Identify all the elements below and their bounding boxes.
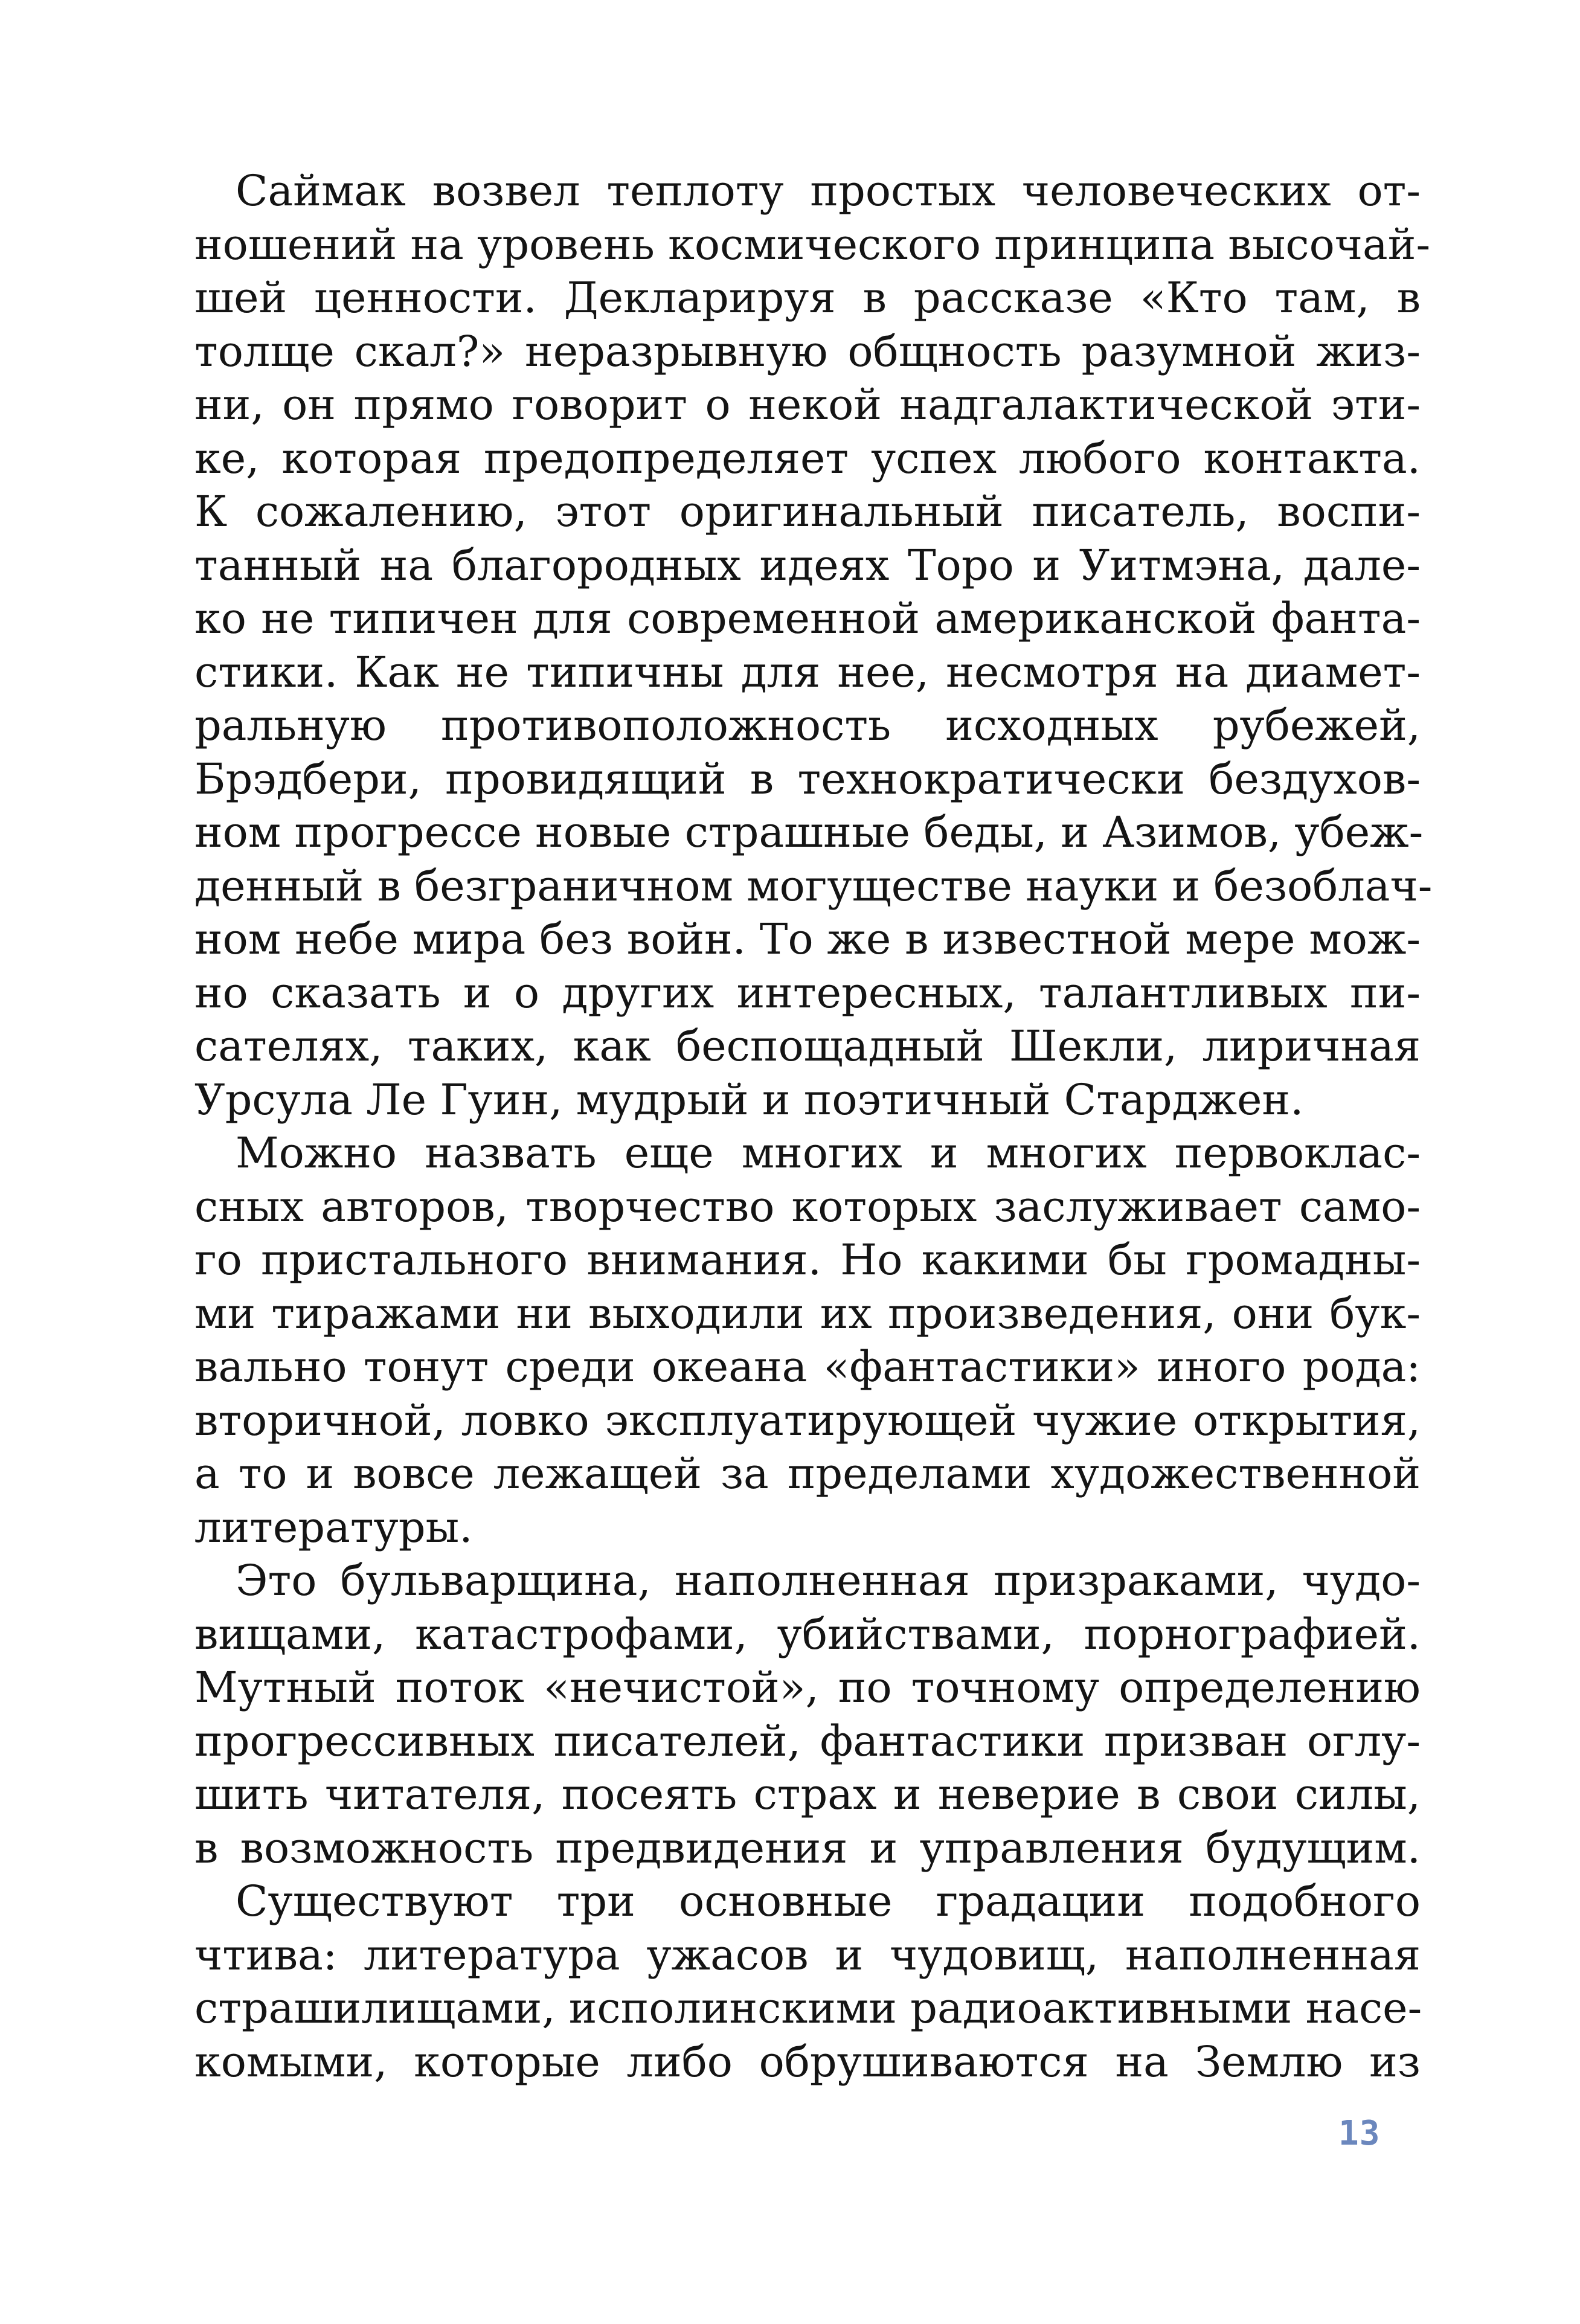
text-line: ке, которая предопределяет успех любого контакта. [194,433,1421,483]
text-line: сных авторов, творчество которых заслуживает само- [194,1181,1421,1231]
text-line: а то и вовсе лежащей за пределами художественной [194,1449,1421,1498]
text-line: К сожалению, этот оригинальный писатель, воспи- [194,487,1421,536]
text-line: Урсула Ле Гуин, мудрый и поэтичный Старджен. [194,1074,1304,1125]
text-line: шей ценности. Декларируя в рассказе «Кто там, в [194,273,1421,323]
text-line: вищами, катастрофами, убийствами, порнографией. [194,1609,1421,1659]
text-line: сателях, таких, как беспощадный Шекли, лиричная [194,1021,1421,1071]
text-line: танный на благородных идеях Торо и Уитмэна, дале- [194,540,1421,590]
text-line: в возможность предвидения и управления будущим. [194,1823,1421,1873]
text-line: Можно назвать еще многих и многих первоклас- [236,1128,1421,1178]
text-line: вально тонут среди океана «фантастики» иного рода: [194,1342,1421,1392]
text-line: ни, он прямо говорит о некой надгалактической эти- [194,380,1421,429]
text-line: ном прогрессе новые страшные беды, и Азимов, убеж- [194,807,1424,857]
text-line: Брэдбери, провидящий в технократически бездухов- [194,754,1421,804]
text-line: го пристального внимания. Но какими бы громадны- [194,1235,1421,1285]
text-line: ношений на уровень космического принципа высочай- [194,219,1431,269]
text-line: Существуют три основные градации подобного [236,1876,1421,1926]
text-line: толще скал?» неразрывную общность разумной жиз- [194,326,1421,376]
text-line: чтива: литература ужасов и чудовищ, наполненная [194,1930,1421,1980]
body-text [194,164,1433,2088]
text-line: ном небе мира без войн. То же в известной мере мож- [194,914,1421,964]
text-line: Саймак возвел теплоту простых человеческих от- [236,166,1421,216]
text-line: комыми, которые либо обрушиваются на Землю из [194,2037,1421,2087]
text-line: ми тиражами ни выходили их произведения, они бук- [194,1288,1421,1338]
text-line: ко не типичен для современной американской фанта- [194,594,1421,643]
text-line: но сказать и о других интересных, талантливых пи- [194,968,1421,1018]
text-line: денный в безграничном могуществе науки и безоблач- [194,861,1433,911]
text-line: шить читателя, посеять страх и неверие в свои силы, [194,1770,1421,1819]
text-line: прогрессивных писателей, фантастики призван оглу- [194,1716,1421,1766]
page-number: 13 [1338,2114,1381,2153]
text-line: вторичной, ловко эксплуатирующей чужие открытия, [194,1395,1421,1445]
text-line: Это бульварщина, наполненная призраками, чудо- [236,1556,1421,1605]
text-line: страшилищами, исполинскими радиоактивными насе- [194,1983,1422,2033]
text-line: литературы. [194,1502,473,1552]
text-line: ральную противоположность исходных рубежей, [194,701,1421,750]
text-line: стики. Как не типичны для нее, несмотря на диамет- [194,647,1421,697]
text-line: Мутный поток «нечистой», по точному определению [194,1663,1421,1712]
